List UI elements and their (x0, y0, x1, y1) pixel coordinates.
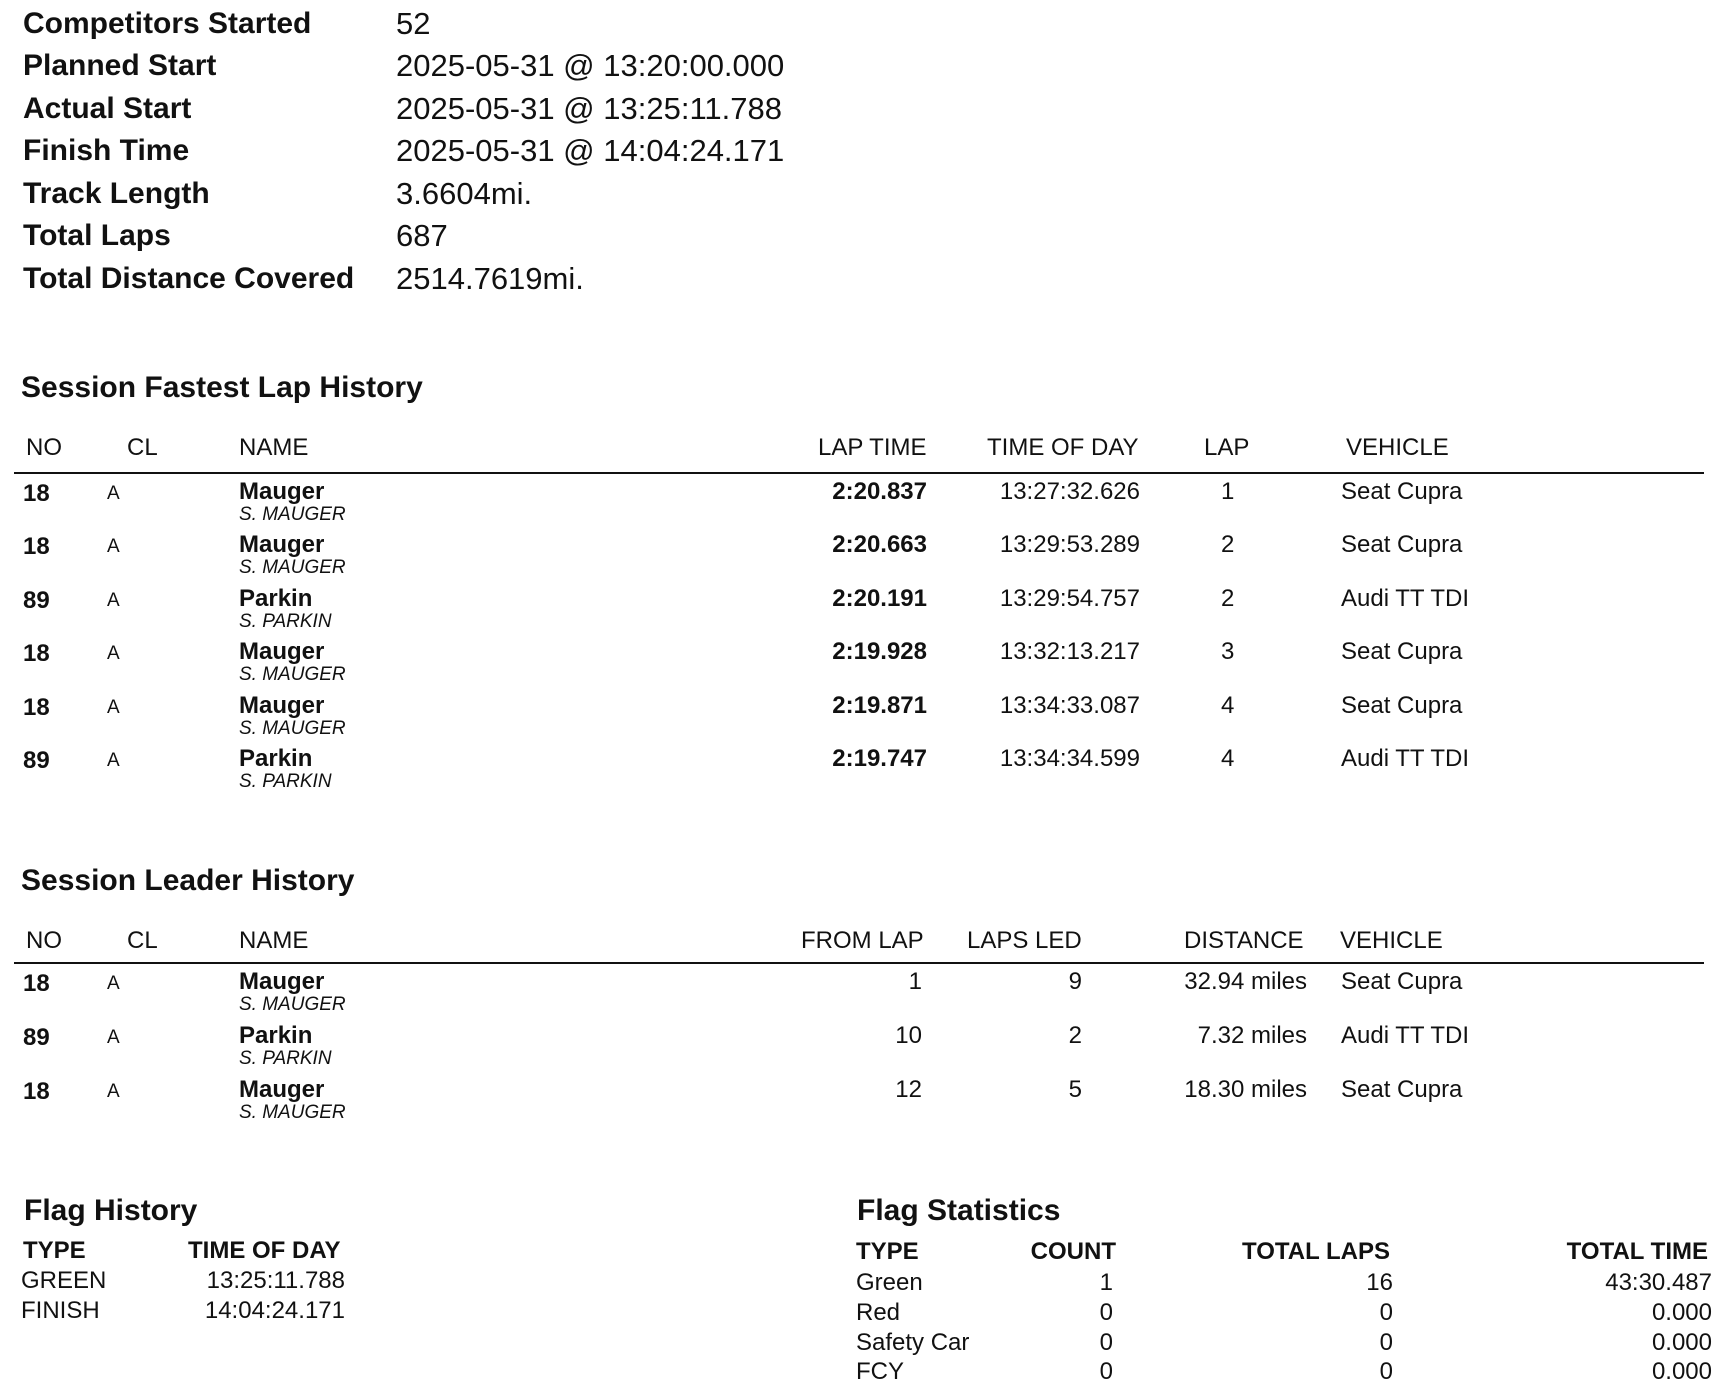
flag-type: GREEN (21, 1267, 107, 1294)
class: A (107, 536, 120, 557)
vehicle: Audi TT TDI (1341, 585, 1470, 612)
summary-value: 2025-05-31 @ 13:25:11.788 (396, 91, 782, 126)
driver-name: S. PARKIN (239, 611, 332, 632)
col-name: NAME (239, 434, 309, 461)
from-lap: 1 (908, 968, 922, 995)
lap-number: 4 (1221, 692, 1235, 719)
driver-name: S. PARKIN (239, 1048, 332, 1069)
competitor-name: Mauger (239, 638, 325, 665)
col-time-of-day: TIME OF DAY (188, 1237, 341, 1264)
col-vehicle: VEHICLE (1346, 434, 1449, 461)
col-total-laps: TOTAL LAPS (1241, 1238, 1390, 1265)
summary-label: Total Laps (23, 219, 171, 252)
flag-type: FCY (856, 1358, 904, 1385)
lap-time: 2:19.928 (832, 638, 927, 665)
col-no: NO (26, 434, 62, 461)
time-of-day: 13:27:32.626 (999, 478, 1140, 505)
summary-value: 2025-05-31 @ 14:04:24.171 (396, 133, 785, 168)
summary-value: 2514.7619mi. (396, 261, 584, 296)
vehicle: Seat Cupra (1341, 968, 1463, 995)
flag-count: 0 (1099, 1299, 1113, 1326)
driver-name: S. MAUGER (239, 557, 346, 578)
vehicle: Seat Cupra (1341, 478, 1463, 505)
flag-total-laps: 0 (1379, 1329, 1393, 1356)
class: A (107, 643, 120, 664)
competitor-name: Mauger (239, 968, 325, 995)
competitor-name: Parkin (239, 745, 313, 772)
col-lap-time: LAP TIME (818, 434, 927, 461)
driver-name: S. MAUGER (239, 994, 346, 1015)
flag-total-laps: 16 (1366, 1269, 1393, 1296)
lap-number: 4 (1221, 745, 1235, 772)
summary-label: Track Length (23, 177, 210, 210)
class: A (107, 483, 120, 504)
competitor-name: Mauger (239, 531, 325, 558)
car-number: 89 (23, 587, 50, 614)
header-divider (14, 962, 1704, 964)
from-lap: 12 (895, 1076, 922, 1103)
car-number: 18 (23, 694, 50, 721)
summary-value: 687 (396, 218, 448, 253)
flag-type: Red (856, 1299, 901, 1326)
competitor-name: Parkin (239, 585, 313, 612)
col-total-time: TOTAL TIME (1566, 1238, 1708, 1265)
summary-label: Competitors Started (23, 7, 312, 40)
distance: 7.32 miles (1197, 1022, 1307, 1049)
time-of-day: 13:29:54.757 (999, 585, 1140, 612)
col-time-of-day: TIME OF DAY (987, 434, 1139, 461)
lap-number: 1 (1221, 478, 1235, 505)
summary-label: Actual Start (23, 92, 192, 125)
col-lap: LAP (1204, 434, 1250, 461)
vehicle: Seat Cupra (1341, 638, 1463, 665)
car-number: 18 (23, 480, 50, 507)
flag-type: Safety Car (856, 1329, 970, 1356)
vehicle: Seat Cupra (1341, 692, 1463, 719)
time-of-day: 13:34:34.599 (999, 745, 1140, 772)
flag-type: Green (856, 1269, 923, 1296)
car-number: 18 (23, 970, 50, 997)
lap-time: 2:19.871 (832, 692, 927, 719)
car-number: 89 (23, 1024, 50, 1051)
vehicle: Audi TT TDI (1341, 745, 1470, 772)
flag-total-laps: 0 (1379, 1299, 1393, 1326)
fastest-lap-title: Session Fastest Lap History (21, 371, 423, 404)
col-type: TYPE (856, 1238, 919, 1265)
car-number: 18 (23, 533, 50, 560)
leader-history-title: Session Leader History (21, 864, 355, 897)
vehicle: Seat Cupra (1341, 531, 1463, 558)
flag-count: 0 (1099, 1358, 1113, 1385)
col-cl: CL (127, 927, 158, 954)
competitor-name: Mauger (239, 692, 325, 719)
car-number: 18 (23, 1078, 50, 1105)
lap-number: 2 (1221, 531, 1235, 558)
col-no: NO (26, 927, 62, 954)
class: A (107, 1081, 120, 1102)
col-type: TYPE (23, 1237, 86, 1264)
driver-name: S. PARKIN (239, 771, 332, 792)
summary-value: 2025-05-31 @ 13:20:00.000 (396, 48, 785, 83)
summary-value: 52 (396, 6, 431, 41)
driver-name: S. MAUGER (239, 504, 346, 525)
col-count: COUNT (1030, 1238, 1116, 1265)
vehicle: Audi TT TDI (1341, 1022, 1470, 1049)
driver-name: S. MAUGER (239, 718, 346, 739)
driver-name: S. MAUGER (239, 664, 346, 685)
flag-total-laps: 0 (1379, 1358, 1393, 1385)
col-laps-led: LAPS LED (967, 927, 1082, 954)
class: A (107, 697, 120, 718)
col-name: NAME (239, 927, 309, 954)
flag-total-time: 0.000 (1651, 1358, 1712, 1385)
summary-label: Planned Start (23, 49, 217, 82)
summary-value: 3.6604mi. (396, 176, 533, 211)
col-from-lap: FROM LAP (801, 927, 924, 954)
flag-total-time: 0.000 (1651, 1329, 1712, 1356)
flag-type: FINISH (21, 1297, 100, 1324)
lap-time: 2:20.663 (832, 531, 927, 558)
flag-time: 13:25:11.788 (206, 1267, 345, 1294)
driver-name: S. MAUGER (239, 1102, 346, 1123)
flag-time: 14:04:24.171 (204, 1297, 345, 1324)
vehicle: Seat Cupra (1341, 1076, 1463, 1103)
col-distance: DISTANCE (1184, 927, 1304, 954)
lap-time: 2:19.747 (832, 745, 927, 772)
flag-count: 0 (1099, 1329, 1113, 1356)
from-lap: 10 (895, 1022, 922, 1049)
summary-label: Finish Time (23, 134, 190, 167)
car-number: 89 (23, 747, 50, 774)
competitor-name: Mauger (239, 1076, 325, 1103)
flag-total-time: 43:30.487 (1605, 1269, 1712, 1296)
time-of-day: 13:29:53.289 (999, 531, 1140, 558)
class: A (107, 973, 120, 994)
header-divider (14, 472, 1704, 474)
flag-history-title: Flag History (24, 1194, 198, 1227)
class: A (107, 750, 120, 771)
flag-total-time: 0.000 (1651, 1299, 1712, 1326)
laps-led: 2 (1068, 1022, 1082, 1049)
lap-time: 2:20.837 (832, 478, 927, 505)
lap-number: 2 (1221, 585, 1235, 612)
laps-led: 5 (1068, 1076, 1082, 1103)
flag-count: 1 (1099, 1269, 1113, 1296)
time-of-day: 13:32:13.217 (999, 638, 1140, 665)
distance: 18.30 miles (1184, 1076, 1307, 1103)
distance: 32.94 miles (1184, 968, 1307, 995)
class: A (107, 1027, 120, 1048)
summary-label: Total Distance Covered (23, 262, 355, 295)
flag-statistics-title: Flag Statistics (857, 1194, 1061, 1227)
col-vehicle: VEHICLE (1340, 927, 1443, 954)
time-of-day: 13:34:33.087 (999, 692, 1140, 719)
lap-number: 3 (1221, 638, 1235, 665)
car-number: 18 (23, 640, 50, 667)
laps-led: 9 (1068, 968, 1082, 995)
competitor-name: Parkin (239, 1022, 313, 1049)
lap-time: 2:20.191 (832, 585, 927, 612)
competitor-name: Mauger (239, 478, 325, 505)
class: A (107, 590, 120, 611)
col-cl: CL (127, 434, 158, 461)
